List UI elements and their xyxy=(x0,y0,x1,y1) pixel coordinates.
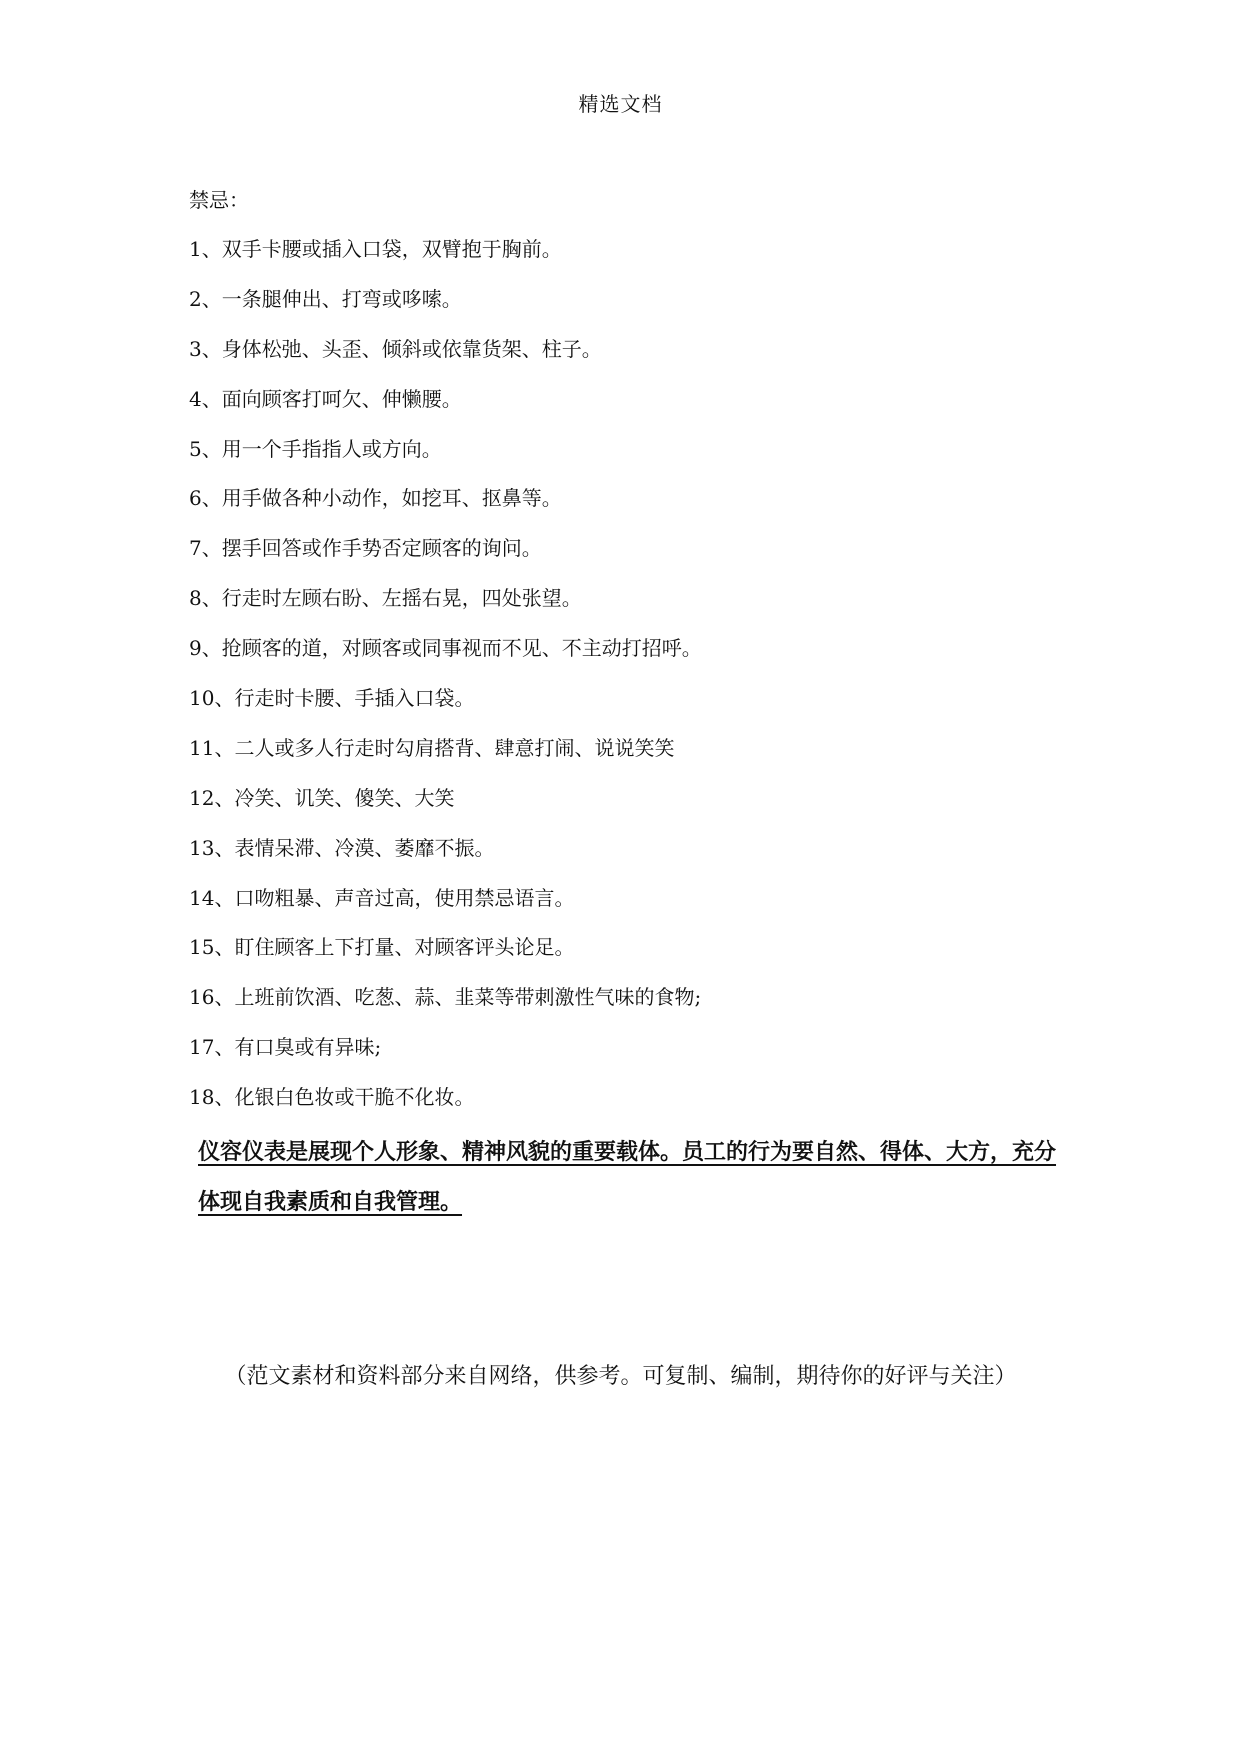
list-item: 13、表情呆滞、冷漠、萎靡不振。 xyxy=(189,835,495,860)
document-body xyxy=(189,186,1089,1133)
summary-paragraph xyxy=(198,1128,1058,1228)
list-item: 7、摆手回答或作手势否定顾客的询问。 xyxy=(189,536,542,561)
summary-text: 仪容仪表是展现个人形象、精神风貌的重要载体。员工的行为要自然、得体、大方，充分体现自我素质和自我管理。 xyxy=(198,1140,1057,1215)
page-header: 精选文档 xyxy=(578,92,663,116)
taboo-list xyxy=(189,235,1089,1111)
list-item: 4、面向顾客打呵欠、伸懒腰。 xyxy=(189,386,462,411)
list-item: 15、盯住顾客上下打量、对顾客评头论足。 xyxy=(189,935,575,960)
list-item: 16、上班前饮酒、吃葱、蒜、韭菜等带刺激性气味的食物; xyxy=(189,985,702,1010)
list-item: 8、行走时左顾右盼、左摇右晃，四处张望。 xyxy=(189,586,582,611)
section-heading: 禁忌： xyxy=(189,188,249,212)
list-item: 11、二人或多人行走时勾肩搭背、肆意打闹、说说笑笑 xyxy=(189,735,675,760)
list-item: 10、行走时卡腰、手插入口袋。 xyxy=(189,686,475,711)
list-item: 17、有口臭或有异味; xyxy=(189,1035,382,1060)
list-item: 2、一条腿伸出、打弯或哆嗦。 xyxy=(189,286,462,311)
list-item: 3、身体松弛、头歪、倾斜或依靠货架、柱子。 xyxy=(189,336,602,361)
list-item: 14、口吻粗暴、声音过高，使用禁忌语言。 xyxy=(189,885,575,910)
list-item: 6、用手做各种小动作，如挖耳、抠鼻等。 xyxy=(189,486,562,511)
list-item: 12、冷笑、讥笑、傻笑、大笑 xyxy=(189,785,455,810)
footer-note: （范文素材和资料部分来自网络，供参考。可复制、编制，期待你的好评与关注） xyxy=(224,1364,1017,1389)
list-item: 5、用一个手指指人或方向。 xyxy=(189,436,442,461)
list-item: 1、双手卡腰或插入口袋，双臂抱于胸前。 xyxy=(189,237,562,261)
list-item: 18、化银白色妆或干脆不化妆。 xyxy=(189,1085,475,1110)
list-item: 9、抢顾客的道，对顾客或同事视而不见、不主动打招呼。 xyxy=(189,636,702,661)
